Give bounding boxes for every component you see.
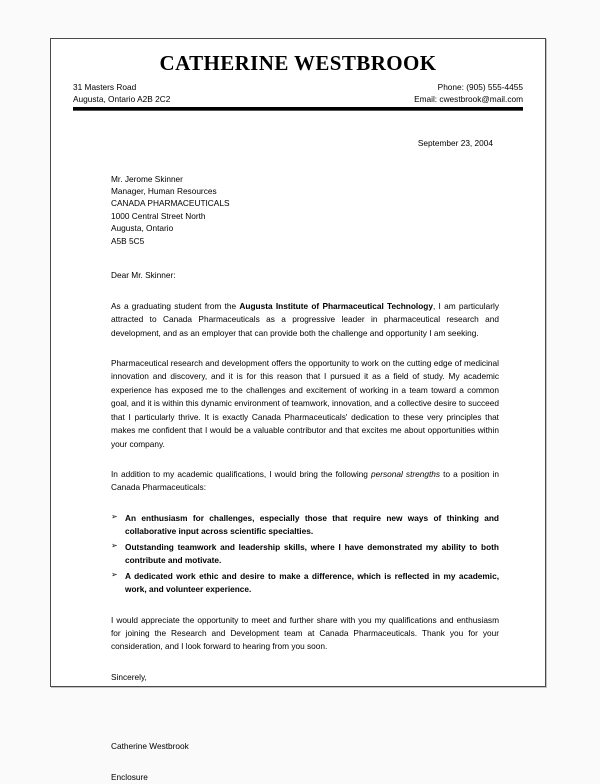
letter-body [73, 137, 523, 784]
arrow-bullet-icon: ➢ [111, 541, 118, 551]
enclosure-note: Enclosure [111, 771, 148, 782]
sender-phone: Phone: (905) 555-4455 [437, 82, 523, 93]
list-item [111, 570, 499, 597]
closing-salutation: Sincerely, [111, 671, 147, 682]
list-item-label: An enthusiasm for challenges, especially those that require new ways of thinking and collaborative input across scientific specialties. [125, 512, 499, 537]
paragraph-3 [111, 468, 499, 495]
list-item-label: A dedicated work ethic and desire to make a difference, which is reflected in my academic, work, and volunteer experience. [125, 570, 499, 595]
salutation: Dear Mr. Skinner: [111, 270, 176, 281]
paragraph-1-text-after: , I am particularly attracted to Canada Pharmaceuticals as a progressive leader in pharmaceutical research and development, and as an employer that can provide both the challenge and opportunity I am seeking. [111, 300, 500, 338]
arrow-bullet-icon: ➢ [111, 570, 118, 580]
recipient-line-3: CANADA PHARMACEUTICALS [111, 198, 230, 209]
letterhead-name: CATHERINE WESTBROOK [159, 51, 437, 75]
paragraph-2: Pharmaceutical research and development offers the opportunity to work on the cutting edge of medicinal innovation and discovery, and it is for this reason that I pursued it as a field of study. My academic experience has exposed me to the challenges and excitement of working in a team toward a common goal, and it is within this dynamic environment of teamwork, innovation, and a collective desire to succeed that I particularly thrive. It is exactly Canada Pharmaceuticals' dedication to these very principles that makes me confident that I would be a valuable contributor and that excites me about opportunities within your company. [111, 357, 499, 449]
sender-email: Email: cwestbrook@mail.com [414, 94, 523, 105]
paragraph-4: I would appreciate the opportunity to meet and further share with you my qualifications and enthusiasm for joining the Research and Development team at Canada Pharmaceuticals. Thank you for your consideration, and I look forward to hearing from you soon. [111, 614, 499, 652]
signature-name: Catherine Westbrook [111, 741, 189, 752]
sender-contact [414, 81, 523, 105]
personal-strengths-italic: personal strengths [371, 469, 441, 480]
recipient-line-2: Manager, Human Resources [111, 186, 217, 197]
letterhead-contact-row [73, 81, 523, 105]
recipient-line-5: Augusta, Ontario [111, 223, 174, 234]
sender-address [73, 81, 170, 105]
letterhead-divider [73, 107, 523, 111]
recipient-line-6: A5B 5C5 [111, 235, 145, 246]
sender-address-line-2: Augusta, Ontario A2B 2C2 [73, 94, 171, 105]
paragraph-3-text-before: In addition to my academic qualifications, I would bring the following [111, 469, 371, 480]
arrow-bullet-icon: ➢ [111, 512, 118, 522]
letter-page [50, 38, 546, 782]
paragraph-3-text-after: to a position in Canada Pharmaceuticals: [111, 469, 499, 493]
paragraph-1 [111, 300, 499, 340]
paragraph-1-text-before: As a graduating student from the [111, 300, 240, 311]
institute-name-bold: Augusta Institute of Pharmaceutical Technology [239, 300, 433, 311]
page-content [51, 39, 545, 784]
sender-address-line-1: 31 Masters Road [73, 82, 137, 93]
list-item [111, 512, 499, 539]
strengths-list [111, 512, 499, 597]
recipient-line-1: Mr. Jerome Skinner [111, 173, 183, 184]
list-item-label: Outstanding teamwork and leadership skills, where I have demonstrated my ability to both contribute and motivate. [125, 541, 499, 566]
recipient-address-block [111, 173, 521, 248]
list-item [111, 541, 499, 568]
recipient-line-4: 1000 Central Street North [111, 210, 206, 221]
letter-date: September 23, 2004 [417, 138, 493, 149]
